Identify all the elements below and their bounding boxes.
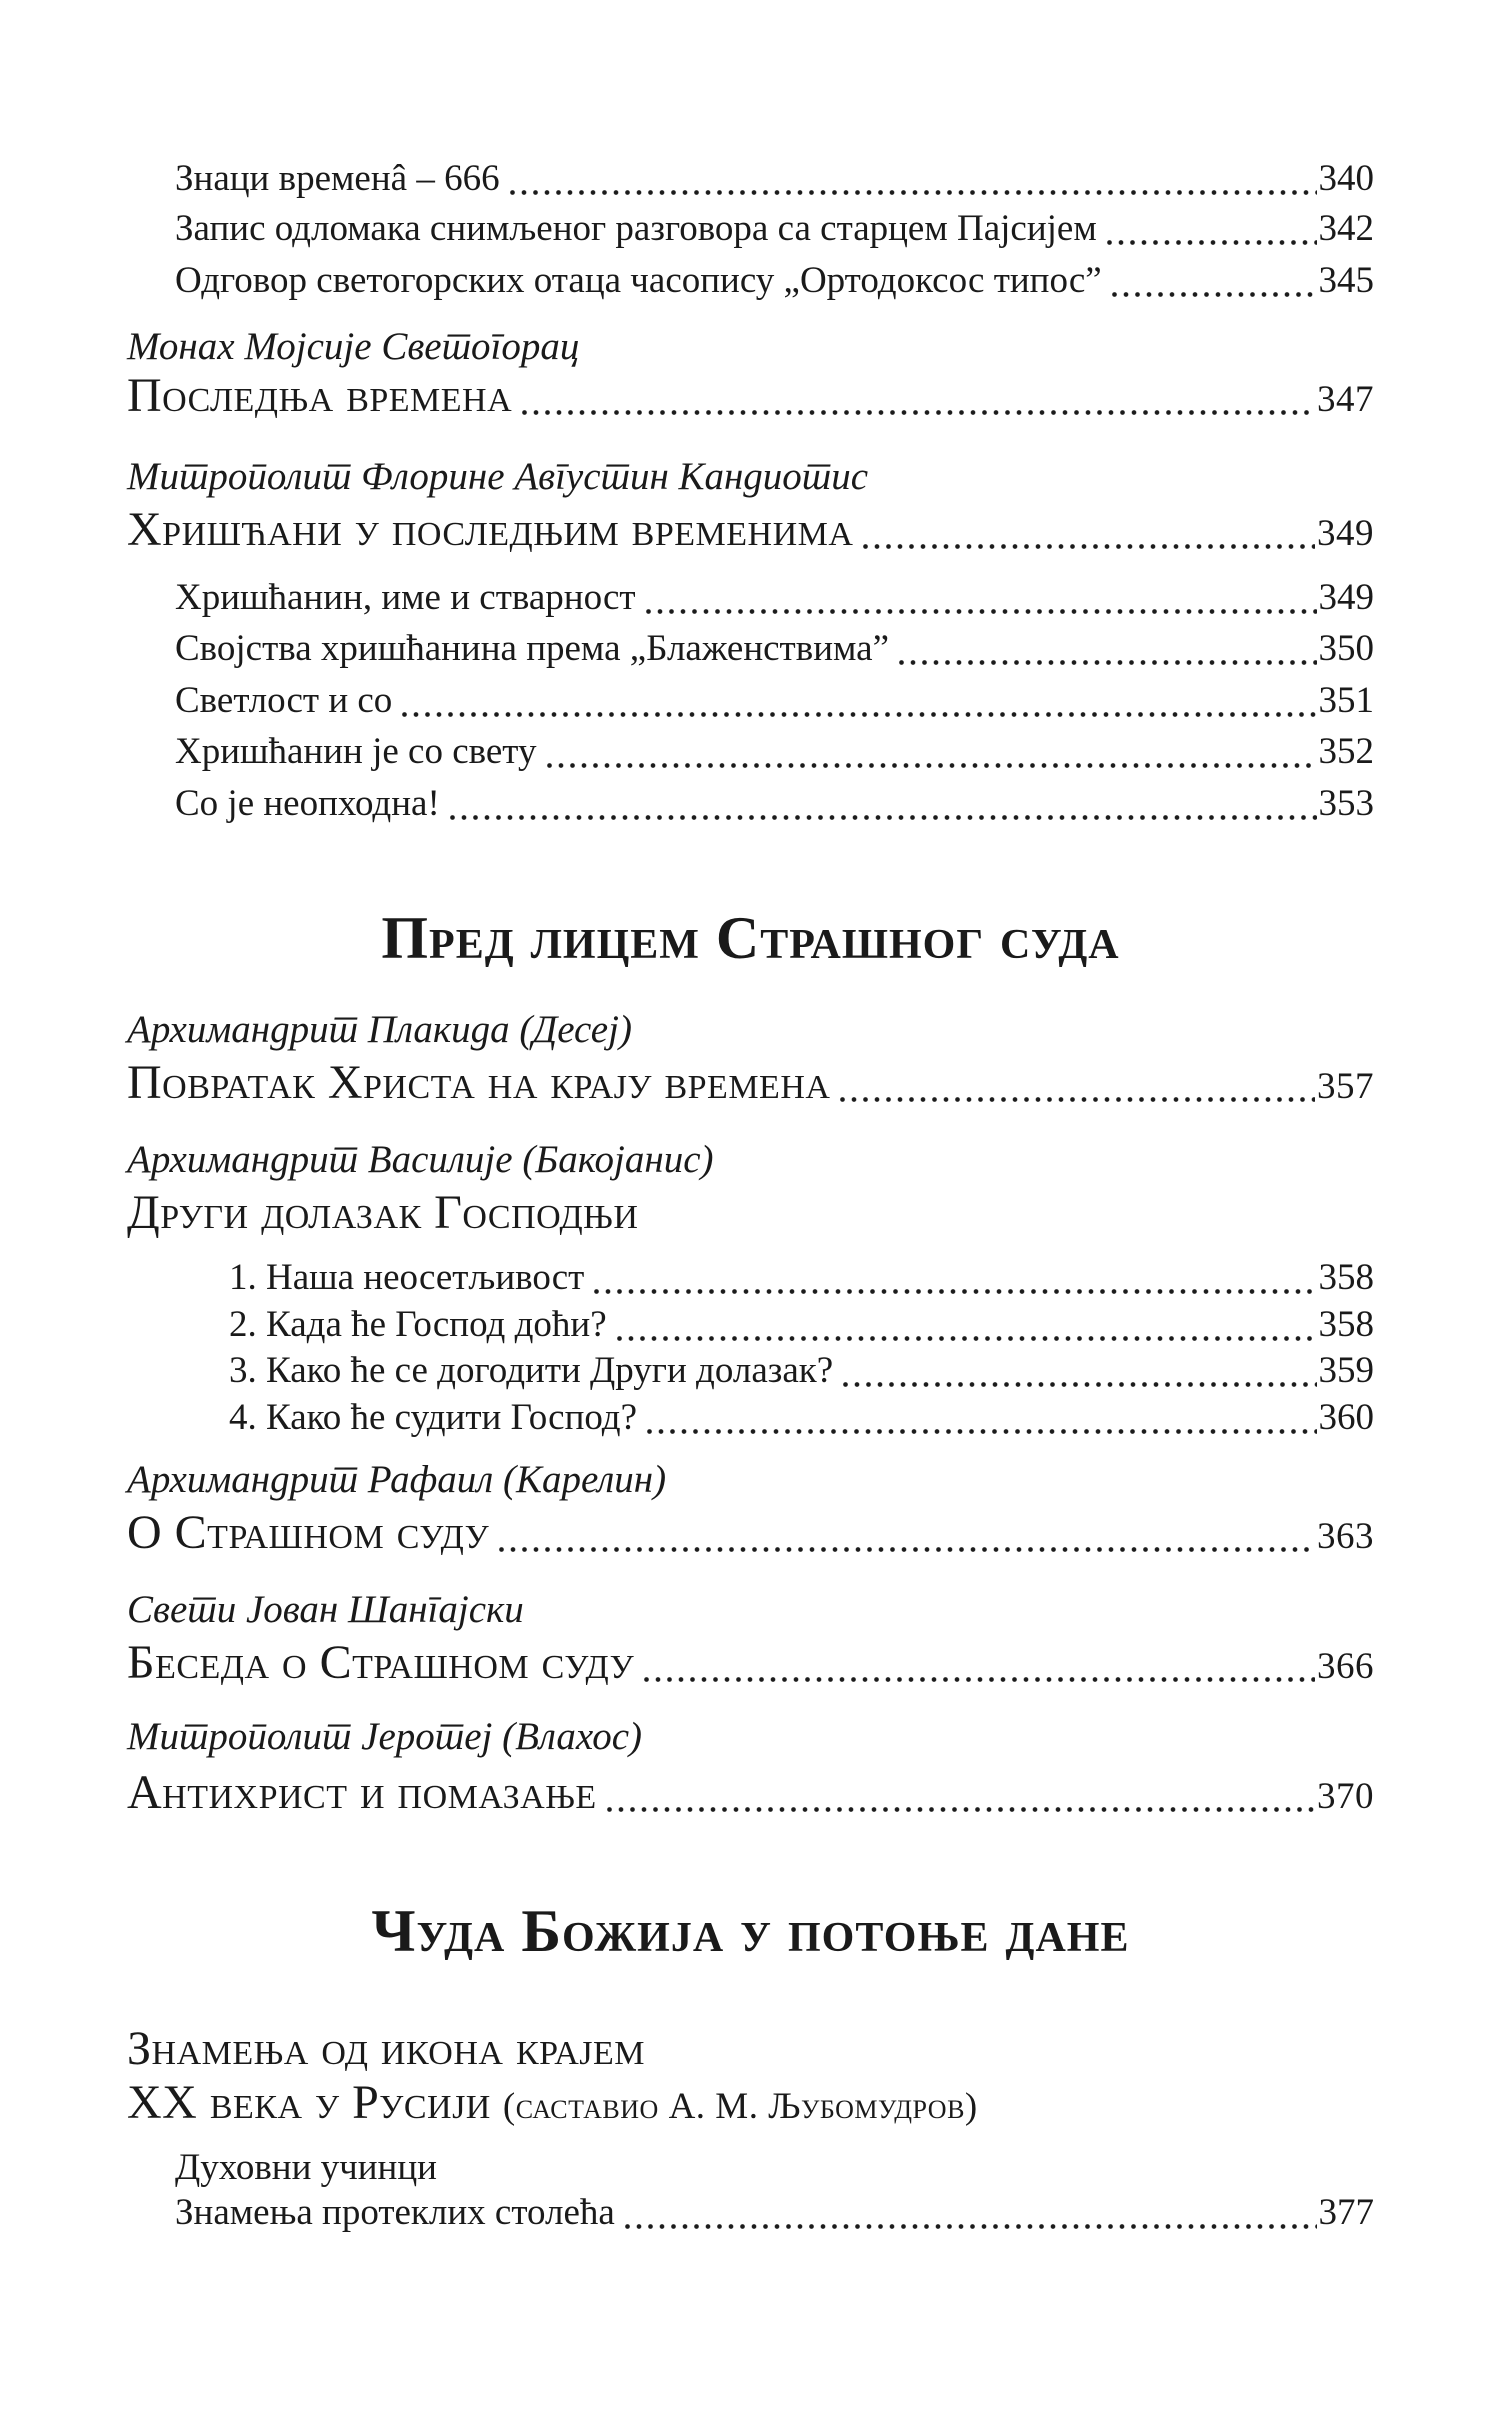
dot-leader [899,660,1316,665]
chapter-title-line2 [127,2076,978,2130]
toc-entry-text: 3. Како ће се догодити Други долазак? [229,1350,834,1391]
chapter-title: Хришћани у последњим временима [127,503,854,556]
dot-leader [647,1429,1316,1434]
toc-entry-text: Знаци временâ – 666 [175,158,500,199]
toc-entry-text: Својства хришћанина према „Блаженствима” [175,628,890,669]
dot-leader [863,544,1315,549]
chapter-title-compiler-note: (саставио А. М. Љубомудров) [502,2086,978,2128]
page-number: 359 [1318,1350,1374,1391]
chapter-title-line2-text: ХХ века у Русији [127,2076,491,2130]
toc-entry-text: Хришћанин, име и стварност [175,577,636,618]
chapter-title: О Страшном суду [127,1506,490,1559]
page-number: 350 [1318,628,1374,669]
chapter-title-row [127,1185,1374,1240]
toc-subentry [229,1350,1374,1393]
author-line [127,325,1374,370]
toc-entry [175,208,1374,251]
page-number: 351 [1318,680,1374,721]
toc-entry [175,628,1374,671]
toc-subentry [229,1397,1374,1440]
dot-leader [522,410,1315,415]
dot-leader [1112,292,1317,297]
page-number: 358 [1318,1257,1374,1298]
chapter-title-multiline [127,2022,978,2130]
author-line [127,1138,1374,1183]
page-number: 347 [1317,379,1374,420]
toc-entry [175,260,1374,303]
author-name: Митрополит Флорине Августин Кандиотис [127,455,869,498]
toc-entry [175,2147,1374,2190]
author-name: Архимандрит Рафаил (Карелин) [127,1458,667,1501]
author-name: Архимандрит Плакида (Десеј) [127,1008,632,1051]
page-number: 342 [1318,208,1374,249]
chapter-title: Антихрист и помазање [127,1766,597,1819]
toc-content [127,0,1374,2421]
dot-leader [402,712,1316,717]
author-name: Митрополит Јеротеј (Влахос) [127,1715,643,1758]
author-name: Архимандрит Василије (Бакојанис) [127,1138,714,1181]
chapter-title: Други долазак Господњи [127,1186,639,1239]
toc-entry [175,577,1374,620]
toc-subentry [229,1257,1374,1300]
page-number: 370 [1317,1776,1374,1817]
page-number: 366 [1317,1646,1374,1687]
toc-entry-text: 1. Наша неосетљивост [229,1257,585,1298]
page-number: 353 [1318,783,1374,824]
dot-leader [607,1807,1315,1812]
author-line [127,1458,1374,1503]
part-heading: Чуда Божија у потоње дане [371,1898,1130,1964]
page-number: 349 [1318,577,1374,618]
page-number: 363 [1317,1516,1374,1557]
chapter-title-row [127,1765,1374,1820]
dot-leader [625,2224,1317,2229]
dot-leader [617,1336,1317,1341]
toc-entry [175,2192,1374,2235]
page-number: 357 [1317,1066,1374,1107]
toc-entry [175,680,1374,723]
dot-leader [594,1289,1316,1294]
page-number: 340 [1318,158,1374,199]
toc-entry [175,783,1374,826]
part-heading: Пред лицем Страшног суда [381,905,1120,971]
chapter-title-row [127,1635,1374,1690]
toc-entry-text: Хришћанин је со свету [175,731,537,772]
author-name: Свети Јован Шангајски [127,1588,524,1631]
page-number: 360 [1318,1397,1374,1438]
toc-entry-text: Со је неопходна! [175,783,440,824]
chapter-title: Последња времена [127,369,513,422]
chapter-title-line1: Знамења од икона крајем [127,2022,645,2075]
author-line [127,455,1374,500]
chapter-title-row [127,1055,1374,1110]
author-line [127,1715,1374,1760]
dot-leader [644,1677,1315,1682]
page-number: 352 [1318,731,1374,772]
toc-entry-text: Знамења протеклих столећа [175,2192,615,2233]
dot-leader [646,609,1317,614]
author-line [127,1588,1374,1633]
dot-leader [1107,240,1317,245]
page-number: 349 [1317,513,1374,554]
dot-leader [450,815,1317,820]
page-number: 377 [1318,2192,1374,2233]
toc-entry [175,731,1374,774]
dot-leader [840,1097,1315,1102]
toc-subentry [229,1304,1374,1347]
toc-entry-text: Запис одломака снимљеног разговора са старцем Пајсијем [175,208,1097,249]
dot-leader [510,190,1317,195]
dot-leader [843,1382,1316,1387]
author-line [127,1008,1374,1053]
toc-entry-text: 2. Када ће Господ доћи? [229,1304,607,1345]
toc-entry-text: 4. Како ће судити Господ? [229,1397,638,1438]
toc-entry-text: Одговор светогорских отаца часопису „Ортодоксос типос” [175,260,1102,301]
toc-entry-text: Светлост и со [175,680,393,721]
chapter-title: Повратак Христа на крају времена [127,1056,831,1109]
author-name: Монах Мојсије Светогорац [127,325,580,368]
chapter-title-row [127,368,1374,423]
dot-leader [499,1547,1315,1552]
chapter-title-row [127,1505,1374,1560]
page-number: 345 [1318,260,1374,301]
chapter-title: Беседа о Страшном суду [127,1636,635,1689]
toc-entry-text: Духовни учинци [175,2147,437,2188]
dot-leader [547,763,1317,768]
chapter-title-row [127,502,1374,557]
page-number: 358 [1318,1304,1374,1345]
toc-entry [175,158,1374,201]
